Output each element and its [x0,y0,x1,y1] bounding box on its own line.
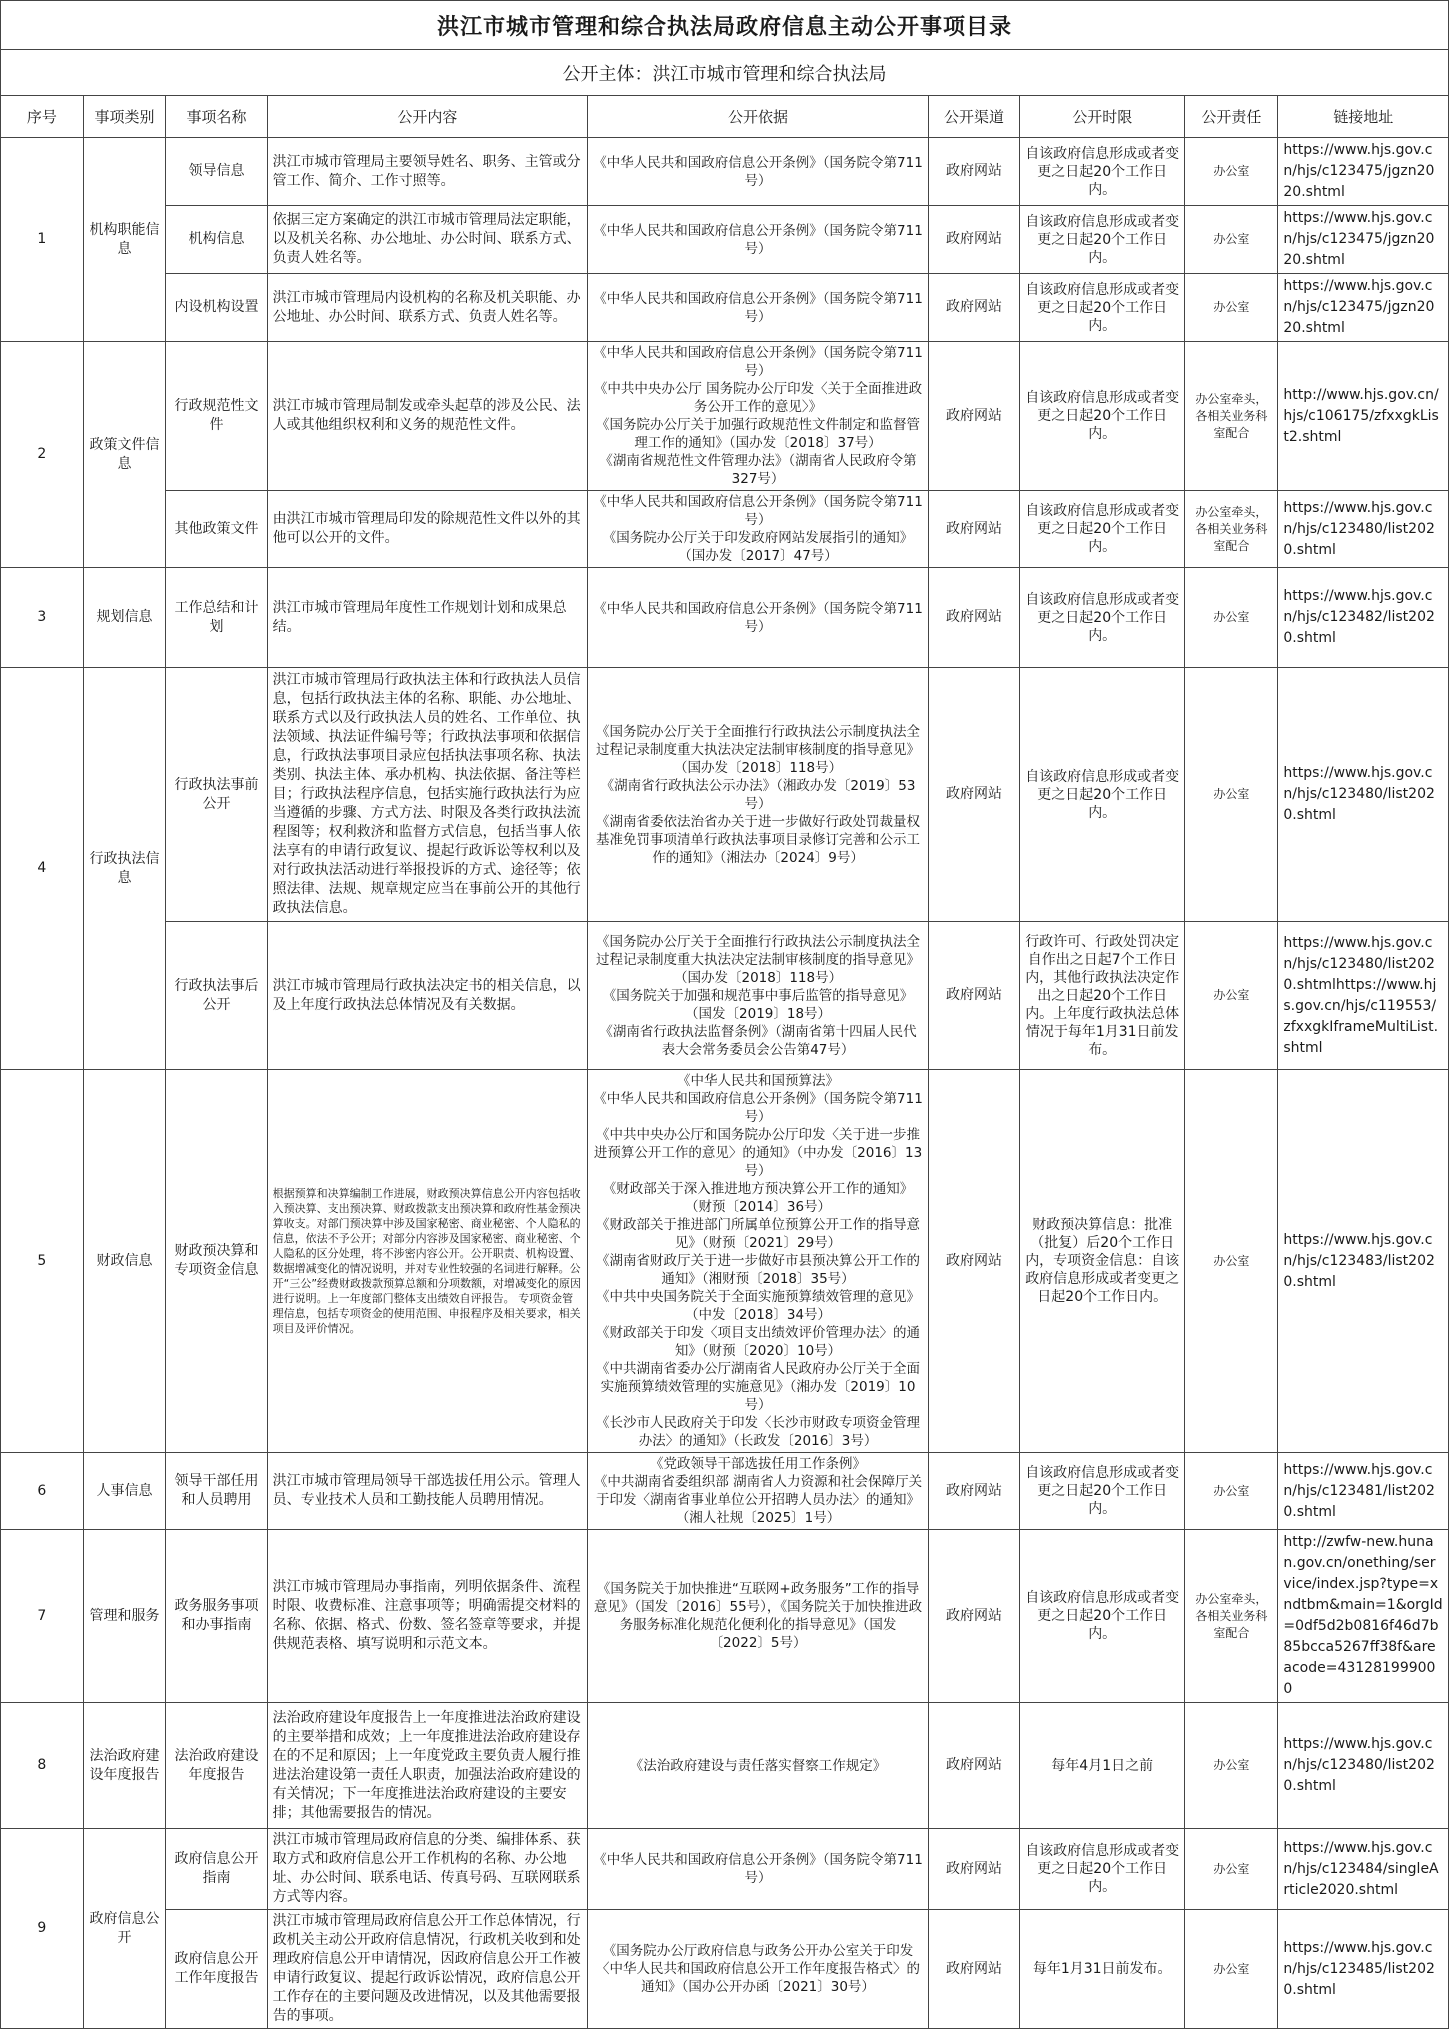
item-responsibility: 办公室 [1185,1070,1278,1453]
row-category: 财政信息 [83,1070,166,1453]
row-number: 9 [1,1829,84,2029]
item-name: 行政执法事后公开 [166,922,267,1070]
item-time-limit: 自该政府信息形成或者变更之日起20个工作日内。 [1020,1530,1185,1703]
item-responsibility: 办公室 [1185,138,1278,206]
row-category: 政策文件信息 [83,342,166,568]
item-time-limit: 自该政府信息形成或者变更之日起20个工作日内。 [1020,491,1185,568]
row-category: 人事信息 [83,1453,166,1530]
row-category: 行政执法信息 [83,668,166,1070]
item-content: 洪江市城市管理局制发或牵头起草的涉及公民、法人或其他组织权利和义务的规范性文件。 [267,342,587,491]
item-link[interactable]: https://www.hjs.gov.cn/hjs/c123485/list2020.shtml [1278,1910,1449,2029]
row-category: 机构职能信息 [83,138,166,342]
item-channel: 政府网站 [929,1910,1020,2029]
item-channel: 政府网站 [929,1453,1020,1530]
item-time-limit: 自该政府信息形成或者变更之日起20个工作日内。 [1020,568,1185,668]
item-time-limit: 自该政府信息形成或者变更之日起20个工作日内。 [1020,342,1185,491]
item-content: 洪江市城市管理局行政执法主体和行政执法人员信息，包括行政执法主体的名称、职能、办公地址、联系方式以及行政执法人员的姓名、工作单位、执法领域、执法证件编号等；行政执法事项和依据信息，行政执法事项目录应包括执法事项名称、执法类别、执法主体、承办机构、执法依据、备注等栏目；行政执法程序信息，包括实施行政执法行为应当遵循的步骤、方式方法、时限及各类行政执法流程图等；权利救济和监督方式信息，包括当事人依法享有的申请行政复议、提起行政诉讼等权利以及对行政执法活动进行举报投诉的方式、途径等；依照法律、法规、规章规定应当在事前公开的其他行政执法信息。 [267,668,587,922]
item-content: 洪江市城市管理局政府信息公开工作总体情况，行政机关主动公开政府信息情况，行政机关收到和处理政府信息公开申请情况，因政府信息公开工作被申请行政复议、提起行政诉讼情况，政府信息公开工作存在的主要问题及改进情况，以及其他需要报告的事项。 [267,1910,587,2029]
catalog-row [1,491,1449,568]
item-name: 政府信息公开指南 [166,1829,267,1910]
item-responsibility: 办公室牵头，各相关业务科室配合 [1185,491,1278,568]
item-time-limit: 自该政府信息形成或者变更之日起20个工作日内。 [1020,1829,1185,1910]
row-number: 1 [1,138,84,342]
item-channel: 政府网站 [929,922,1020,1070]
header-responsibility: 公开责任 [1185,96,1278,138]
item-name: 领导信息 [166,138,267,206]
row-number: 2 [1,342,84,568]
header-item-name: 事项名称 [166,96,267,138]
item-name: 领导干部任用和人员聘用 [166,1453,267,1530]
item-channel: 政府网站 [929,274,1020,342]
item-basis: 《中华人民共和国政府信息公开条例》（国务院令第711号） [588,274,929,342]
header-link: 链接地址 [1278,96,1449,138]
item-link[interactable]: http://www.hjs.gov.cn/hjs/c106175/zfxxgkList2.shtml [1278,342,1449,491]
row-number: 4 [1,668,84,1070]
item-link[interactable]: https://www.hjs.gov.cn/hjs/c123475/jgzn2020.shtml [1278,274,1449,342]
item-content: 洪江市城市管理局内设机构的名称及机关职能、办公地址、办公时间、联系方式、负责人姓名等。 [267,274,587,342]
item-name: 政务服务事项和办事指南 [166,1530,267,1703]
item-time-limit: 自该政府信息形成或者变更之日起20个工作日内。 [1020,274,1185,342]
header-time-limit: 公开时限 [1020,96,1185,138]
item-name: 财政预决算和专项资金信息 [166,1070,267,1453]
item-link[interactable]: http://zwfw-new.hunan.gov.cn/onething/service/index.jsp?type=xndtbm&main=1&orgId=0df5d2b0816f46d7b85bcca5267ff38f&areacode=431281999000 [1278,1530,1449,1703]
item-responsibility: 办公室 [1185,1703,1278,1829]
item-name: 行政执法事前公开 [166,668,267,922]
item-name: 政府信息公开工作年度报告 [166,1910,267,2029]
item-channel: 政府网站 [929,668,1020,922]
catalog-row [1,1070,1449,1453]
catalog-row [1,1910,1449,2029]
item-time-limit: 每年1月31日前发布。 [1020,1910,1185,2029]
catalog-body [1,138,1449,2029]
row-number: 8 [1,1703,84,1829]
item-content: 由洪江市城市管理局印发的除规范性文件以外的其他可以公开的文件。 [267,491,587,568]
catalog-row [1,668,1449,922]
item-link[interactable]: https://www.hjs.gov.cn/hjs/c123480/list2020.shtml [1278,668,1449,922]
item-time-limit: 财政预决算信息：批准（批复）后20个工作日内，专项资金信息：自该政府信息形成或者变更之日起20个工作日内。 [1020,1070,1185,1453]
catalog-row [1,1453,1449,1530]
item-content: 依据三定方案确定的洪江市城市管理局法定职能，以及机关名称、办公地址、办公时间、联系方式、负责人姓名等。 [267,206,587,274]
item-basis: 《中华人民共和国政府信息公开条例》（国务院令第711号） 《国务院办公厅关于印发政府网站发展指引的通知》（国办发〔2017〕47号） [588,491,929,568]
item-content: 根据预算和决算编制工作进展，财政预决算信息公开内容包括收入预决算、支出预决算、财政拨款支出预决算和政府性基金预决算收支。对部门预决算中涉及国家秘密、商业秘密、个人隐私的信息，依法不予公开；对部分内容涉及国家秘密、商业秘密、个人隐私的区分处理，将不涉密内容公开。公开职责、机构设置、数据增减变化的情况说明，并对专业性较强的名词进行解释。公开“三公”经费财政拨款预算总额和分项数额，对增减变化的原因进行说明。上一年度部门整体支出绩效自评报告。 专项资金管理信息，包括专项资金的使用范围、申报程序及相关要求，相关项目及评价情况。 [267,1070,587,1453]
item-basis: 《国务院办公厅政府信息与政务公开办公室关于印发〈中华人民共和国政府信息公开工作年度报告格式〉的通知》（国办公开办函〔2021〕30号） [588,1910,929,2029]
row-category: 政府信息公开 [83,1829,166,2029]
catalog-row [1,922,1449,1070]
header-content: 公开内容 [267,96,587,138]
row-number: 6 [1,1453,84,1530]
item-channel: 政府网站 [929,1070,1020,1453]
row-category: 法治政府建设年度报告 [83,1703,166,1829]
item-responsibility: 办公室 [1185,206,1278,274]
item-link[interactable]: https://www.hjs.gov.cn/hjs/c123481/list2020.shtml [1278,1453,1449,1530]
item-link[interactable]: https://www.hjs.gov.cn/hjs/c123480/list2020.shtml [1278,1703,1449,1829]
item-channel: 政府网站 [929,1829,1020,1910]
item-channel: 政府网站 [929,206,1020,274]
item-link[interactable]: https://www.hjs.gov.cn/hjs/c123475/jgzn2020.shtml [1278,138,1449,206]
item-responsibility: 办公室 [1185,274,1278,342]
item-responsibility: 办公室 [1185,1910,1278,2029]
catalog-row [1,1530,1449,1703]
item-time-limit: 自该政府信息形成或者变更之日起20个工作日内。 [1020,668,1185,922]
item-time-limit: 自该政府信息形成或者变更之日起20个工作日内。 [1020,138,1185,206]
item-name: 机构信息 [166,206,267,274]
item-name: 工作总结和计划 [166,568,267,668]
header-category: 事项类别 [83,96,166,138]
row-category: 管理和服务 [83,1530,166,1703]
item-content: 洪江市城市管理局领导干部选拔任用公示。管理人员、专业技术人员和工勤技能人员聘用情况。 [267,1453,587,1530]
item-content: 法治政府建设年度报告上一年度推进法治政府建设的主要举措和成效；上一年度推进法治政府建设存在的不足和原因；上一年度党政主要负责人履行推进法治建设第一责任人职责，加强法治政府建设的有关情况；下一年度推进法治政府建设的主要安排；其他需要报告的情况。 [267,1703,587,1829]
header-no: 序号 [1,96,84,138]
item-name: 行政规范性文件 [166,342,267,491]
item-basis: 《国务院关于加快推进“互联网+政务服务”工作的指导意见》（国发〔2016〕55号），《国务院关于加快推进政务服务标准化规范化便利化的指导意见》（国发〔2022〕5号） [588,1530,929,1703]
item-responsibility: 办公室 [1185,1829,1278,1910]
catalog-row [1,274,1449,342]
item-time-limit: 每年4月1日之前 [1020,1703,1185,1829]
catalog-row [1,1703,1449,1829]
item-channel: 政府网站 [929,491,1020,568]
row-number: 3 [1,568,84,668]
item-responsibility: 办公室 [1185,568,1278,668]
item-responsibility: 办公室牵头，各相关业务科室配合 [1185,1530,1278,1703]
header-channel: 公开渠道 [929,96,1020,138]
item-name: 法治政府建设年度报告 [166,1703,267,1829]
catalog-row [1,138,1449,206]
item-basis: 《国务院办公厅关于全面推行行政执法公示制度执法全过程记录制度重大执法决定法制审核制度的指导意见》（国办发〔2018〕118号） 《国务院关于加强和规范事中事后监管的指导意见》（国发〔2019〕18号） 《湖南省行政执法监督条例》（湖南省第十四届人民代表大会常务委员会公告第47号） [588,922,929,1070]
item-basis: 《中华人民共和国政府信息公开条例》（国务院令第711号） [588,1829,929,1910]
catalog-row [1,1829,1449,1910]
item-basis: 《法治政府建设与责任落实督察工作规定》 [588,1703,929,1829]
item-content: 洪江市城市管理局办事指南，列明依据条件、流程时限、收费标准、注意事项等；明确需提交材料的名称、依据、格式、份数、签名签章等要求，并提供规范表格、填写说明和示范文本。 [267,1530,587,1703]
catalog-row [1,568,1449,668]
item-basis: 《中华人民共和国政府信息公开条例》（国务院令第711号） [588,568,929,668]
item-responsibility: 办公室 [1185,1453,1278,1530]
item-basis: 《中华人民共和国政府信息公开条例》（国务院令第711号） [588,138,929,206]
item-basis: 《中华人民共和国政府信息公开条例》（国务院令第711号） 《中共中央办公厅 国务院办公厅印发〈关于全面推进政务公开工作的意见〉》 《国务院办公厅关于加强行政规范性文件制定和监督管理工作的通知》（国办发〔2018〕37号） 《湖南省规范性文件管理办法》（湖南省人民政府令第327号） [588,342,929,491]
publisher-subtitle: 公开主体：洪江市城市管理和综合执法局 [1,50,1449,96]
item-time-limit: 自该政府信息形成或者变更之日起20个工作日内。 [1020,206,1185,274]
item-link[interactable]: https://www.hjs.gov.cn/hjs/c123480/list2020.shtml [1278,491,1449,568]
item-content: 洪江市城市管理局年度性工作规划计划和成果总结。 [267,568,587,668]
item-link[interactable]: https://www.hjs.gov.cn/hjs/c123475/jgzn2020.shtml [1278,206,1449,274]
item-channel: 政府网站 [929,568,1020,668]
item-content: 洪江市城市管理局行政执法决定书的相关信息，以及上年度行政执法总体情况及有关数据。 [267,922,587,1070]
row-category: 规划信息 [83,568,166,668]
item-basis: 《中华人民共和国政府信息公开条例》（国务院令第711号） [588,206,929,274]
item-name: 其他政策文件 [166,491,267,568]
page-title: 洪江市城市管理和综合执法局政府信息主动公开事项目录 [1,1,1449,50]
item-time-limit: 行政许可、行政处罚决定自作出之日起7个工作日内，其他行政执法决定作出之日起20个工作日内。上年度行政执法总体情况于每年1月31日前发布。 [1020,922,1185,1070]
item-link[interactable]: https://www.hjs.gov.cn/hjs/c123480/list2020.shtmlhttps://www.hjs.gov.cn/hjs/c119553/zfxxgkIframeMultiList.shtml [1278,922,1449,1070]
header-row [1,96,1449,138]
item-time-limit: 自该政府信息形成或者变更之日起20个工作日内。 [1020,1453,1185,1530]
item-channel: 政府网站 [929,1703,1020,1829]
item-basis: 《中华人民共和国预算法》 《中华人民共和国政府信息公开条例》（国务院令第711号） 《中共中央办公厅和国务院办公厅印发〈关于进一步推进预算公开工作的意见〉的通知》（中办发〔2016〕13号） 《财政部关于深入推进地方预决算公开工作的通知》（财预〔2014〕36号） 《财政部关于推进部门所属单位预算公开工作的指导意见》（财预〔2021〕29号） 《湖南省财政厅关于进一步做好市县预决算公开工作的通知》（湘财预〔2018〕35号） 《中共中央国务院关于全面实施预算绩效管理的意见》（中发〔2018〕34号） 《财政部关于印发〈项目支出绩效评价管理办法〉的通知》（财预〔2020〕10号） 《中共湖南省委办公厅湖南省人民政府办公厅关于全面实施预算绩效管理的实施意见》（湘办发〔2019〕10号） 《长沙市人民政府关于印发〈长沙市财政专项资金管理办法〉的通知》（长政发〔2016〕3号） [588,1070,929,1453]
item-content: 洪江市城市管理局主要领导姓名、职务、主管或分管工作、简介、工作寸照等。 [267,138,587,206]
item-basis: 《国务院办公厅关于全面推行行政执法公示制度执法全过程记录制度重大执法决定法制审核制度的指导意见》（国办发〔2018〕118号） 《湖南省行政执法公示办法》（湘政办发〔2019〕53号） 《湖南省委依法治省办关于进一步做好行政处罚裁量权基准免罚事项清单行政执法事项目录修订完善和公示工作的通知》（湘法办〔2024〕9号） [588,668,929,922]
catalog-row [1,342,1449,491]
item-link[interactable]: https://www.hjs.gov.cn/hjs/c123482/list2020.shtml [1278,568,1449,668]
item-channel: 政府网站 [929,342,1020,491]
catalog-row [1,206,1449,274]
item-content: 洪江市城市管理局政府信息的分类、编排体系、获取方式和政府信息公开工作机构的名称、办公地址、办公时间、联系电话、传真号码、互联网联系方式等内容。 [267,1829,587,1910]
item-responsibility: 办公室 [1185,922,1278,1070]
item-link[interactable]: https://www.hjs.gov.cn/hjs/c123484/singleArticle2020.shtml [1278,1829,1449,1910]
item-basis: 《党政领导干部选拔任用工作条例》 《中共湖南省委组织部 湖南省人力资源和社会保障厅关于印发〈湖南省事业单位公开招聘人员办法〉的通知》（湘人社规〔2025〕1号） [588,1453,929,1530]
row-number: 7 [1,1530,84,1703]
row-number: 5 [1,1070,84,1453]
item-responsibility: 办公室 [1185,668,1278,922]
item-name: 内设机构设置 [166,274,267,342]
header-basis: 公开依据 [588,96,929,138]
item-channel: 政府网站 [929,138,1020,206]
item-responsibility: 办公室牵头，各相关业务科室配合 [1185,342,1278,491]
item-link[interactable]: https://www.hjs.gov.cn/hjs/c123483/list2020.shtml [1278,1070,1449,1453]
item-channel: 政府网站 [929,1530,1020,1703]
